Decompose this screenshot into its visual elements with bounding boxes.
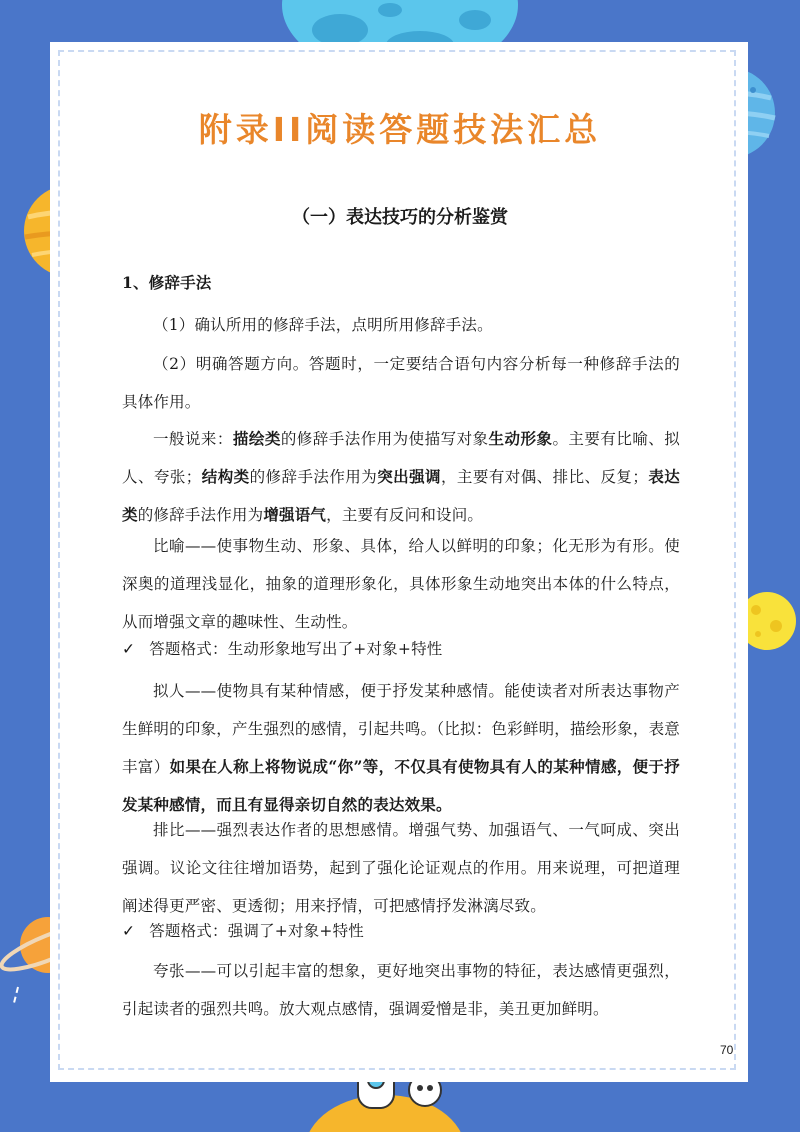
- section-heading: 1、修辞手法: [122, 273, 212, 292]
- paragraph-metaphor: 比喻——使事物生动、形象、具体，给人以鲜明的印象；化无形为有形。使深奥的道理浅显化，抽象的道理形象化，具体形象生动地突出本体的什么特点，从而增强文章的趣味性、生动性。: [122, 537, 680, 631]
- paragraph-item2: （2）明确答题方向。答题时，一定要结合语句内容分析每一种修辞手法的具体作用。: [122, 355, 680, 411]
- page-title: 附录II阅读答题技法汇总: [198, 110, 602, 149]
- answer-format-1-text: 答题格式：生动形象地写出了+对象+特性: [149, 640, 443, 658]
- personification-bold: 如果在人称上将物说成“你”等，不仅具有使物具有人的某种情感，便于抒发某种感情，而且有显得亲切自然的表达效果。: [122, 757, 681, 814]
- section-subtitle: （一）表达技巧的分析鉴赏: [292, 207, 508, 228]
- checkmark-icon: ✓: [122, 640, 136, 658]
- paragraph-general: [122, 420, 680, 534]
- answer-format-2-text: 答题格式：强调了+对象+特性: [149, 922, 364, 940]
- general-text-2: 的修辞手法作用为使描写对象: [280, 430, 489, 448]
- paragraph-hyperbole: 夸张——可以引起丰富的想象，更好地突出事物的特征，表达感情更强烈，引起读者的强烈共鸣。放大观点感情，强调爱憎是非，美丑更加鲜明。: [122, 962, 680, 1018]
- general-text-5: ，主要有对偶、排比、反复；: [440, 468, 649, 486]
- general-text-3: 。主要有比喻、拟人、夸张；: [122, 430, 680, 486]
- paragraph-personification: [122, 672, 680, 824]
- general-bold-4: 突出强调: [377, 467, 441, 486]
- general-bold-5: 表达类: [122, 467, 680, 524]
- answer-format-2: [122, 912, 680, 950]
- general-text-7: ，主要有反问和设问。: [326, 506, 484, 524]
- general-bold-1: 描绘类: [232, 429, 281, 448]
- paragraph-item1: （1）确认所用的修辞手法，点明所用修辞手法。: [153, 316, 493, 334]
- checkmark-icon: ✓: [122, 922, 136, 940]
- general-text-4: 的修辞手法作用为: [249, 468, 378, 486]
- personification-text: 拟人——使物具有某种情感，便于抒发某种感情。能使读者对所表达事物产生鲜明的印象，产生强烈的感情，引起共鸣。（比拟：色彩鲜明，描绘形象，表意丰富）: [122, 682, 680, 776]
- paragraph-parallelism: 排比——强烈表达作者的思想感情。增强气势、加强语气、一气呵成、突出强调。议论文往往增加语势，起到了强化论证观点的作用。用来说理，可把道理阐述得更严密、更透彻；用来抒情，可把感情抒发淋漓尽致。: [122, 821, 680, 915]
- answer-format-1: [122, 630, 680, 668]
- page-number: 70: [720, 1043, 734, 1057]
- general-bold-3: 结构类: [201, 467, 250, 486]
- general-text-6: 的修辞手法作用为: [137, 506, 264, 524]
- general-text-1: 一般说来：: [153, 430, 233, 448]
- general-bold-6: 增强语气: [263, 505, 327, 524]
- general-bold-2: 生动形象: [488, 429, 553, 448]
